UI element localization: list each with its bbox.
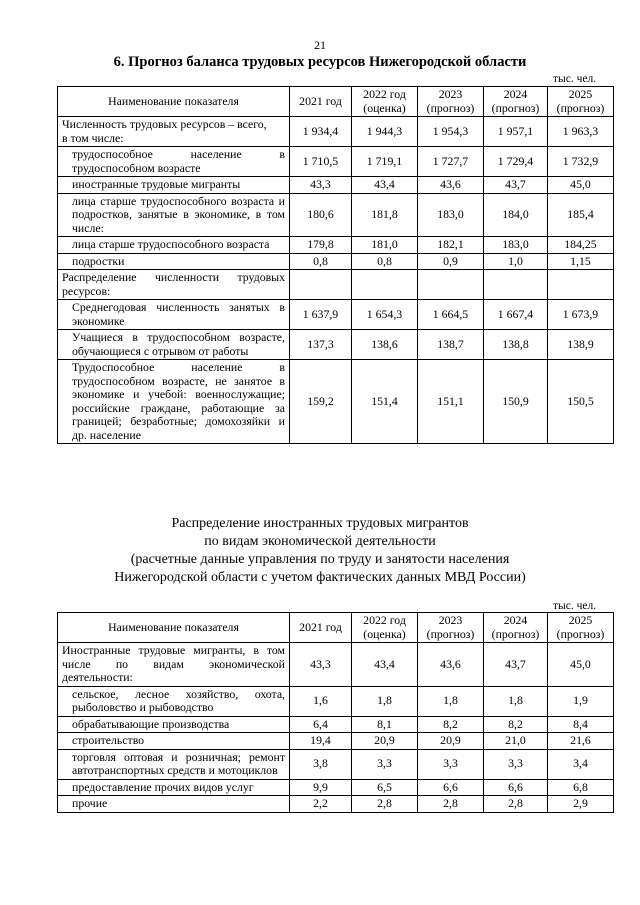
section2-title (0, 515, 640, 587)
table-row (58, 237, 614, 254)
row-value: 1 710,5 (290, 147, 352, 177)
row-value (484, 270, 548, 300)
row-value: 0,9 (418, 253, 484, 270)
row-value: 183,0 (418, 193, 484, 237)
row-label: подростки (58, 253, 290, 270)
row-label: сельское, лесное хозяйство, охота, рыболовство и рыбоводство (58, 686, 290, 716)
row-label: предоставление прочих видов услуг (58, 779, 290, 796)
row-value: 159,2 (290, 360, 352, 444)
row-value: 1 654,3 (352, 300, 418, 330)
header-2024: 2024 (прогноз) (484, 613, 548, 643)
header-indicator: Наименование показателя (58, 613, 290, 643)
row-value: 43,4 (352, 643, 418, 687)
row-value: 2,8 (352, 796, 418, 813)
row-value: 0,8 (352, 253, 418, 270)
table-header-row (58, 613, 614, 643)
row-label: Распределение численности трудовых ресурсов: (58, 270, 290, 300)
table-row (58, 643, 614, 687)
row-value: 9,9 (290, 779, 352, 796)
row-value: 1 957,1 (484, 117, 548, 147)
row-value: 6,6 (484, 779, 548, 796)
row-value: 6,5 (352, 779, 418, 796)
row-value: 1 667,4 (484, 300, 548, 330)
row-value: 2,9 (548, 796, 614, 813)
row-value: 0,8 (290, 253, 352, 270)
row-value: 179,8 (290, 237, 352, 254)
row-value: 8,2 (418, 716, 484, 733)
row-value: 138,6 (352, 330, 418, 360)
row-value: 1,6 (290, 686, 352, 716)
row-value: 182,1 (418, 237, 484, 254)
row-value: 1,15 (548, 253, 614, 270)
row-value: 1 727,7 (418, 147, 484, 177)
row-label: Численность трудовых ресурсов – всего, в том числе: (58, 117, 290, 147)
row-label: трудоспособное население в трудоспособном возрасте (58, 147, 290, 177)
row-value: 3,3 (418, 749, 484, 779)
row-value (290, 270, 352, 300)
row-value (548, 270, 614, 300)
row-value: 185,4 (548, 193, 614, 237)
section1-unit: тыс. чел. (553, 73, 597, 85)
row-value: 43,4 (352, 177, 418, 194)
row-value (352, 270, 418, 300)
row-value: 43,7 (484, 643, 548, 687)
section2-title-line: Нижегородской области с учетом фактических данных МВД России) (114, 570, 526, 585)
row-value: 2,8 (418, 796, 484, 813)
row-label: Иностранные трудовые мигранты, в том числе по видам экономической деятельности: (58, 643, 290, 687)
table-row (58, 147, 614, 177)
row-value: 1 719,1 (352, 147, 418, 177)
table-row (58, 253, 614, 270)
row-value: 1 673,9 (548, 300, 614, 330)
row-value: 43,6 (418, 177, 484, 194)
row-value: 1 954,3 (418, 117, 484, 147)
row-value: 6,6 (418, 779, 484, 796)
row-label: лица старше трудоспособного возраста и подростков, занятые в экономике, в том числе: (58, 193, 290, 237)
section2-unit: тыс. чел. (553, 600, 597, 612)
row-value (418, 270, 484, 300)
row-value: 20,9 (418, 733, 484, 750)
header-2021: 2021 год (290, 87, 352, 117)
row-value: 19,4 (290, 733, 352, 750)
table-row (58, 270, 614, 300)
migrants-table (57, 612, 614, 813)
table-row (58, 796, 614, 813)
row-value: 181,0 (352, 237, 418, 254)
table-row (58, 117, 614, 147)
section1-title: 6. Прогноз баланса трудовых ресурсов Нижегородской области (113, 54, 527, 70)
row-value: 1,8 (418, 686, 484, 716)
row-value: 43,6 (418, 643, 484, 687)
row-value: 8,2 (484, 716, 548, 733)
labor-balance-table (57, 86, 614, 444)
table-row (58, 360, 614, 444)
page-number: 21 (314, 38, 326, 52)
row-value: 184,0 (484, 193, 548, 237)
row-value: 1,0 (484, 253, 548, 270)
row-value: 2,2 (290, 796, 352, 813)
table-row (58, 177, 614, 194)
table-row (58, 686, 614, 716)
row-value: 1 664,5 (418, 300, 484, 330)
row-value: 138,7 (418, 330, 484, 360)
row-value: 138,9 (548, 330, 614, 360)
header-2024: 2024 (прогноз) (484, 87, 548, 117)
row-value: 151,1 (418, 360, 484, 444)
table-row (58, 330, 614, 360)
row-value: 1 963,3 (548, 117, 614, 147)
table-row (58, 300, 614, 330)
section2-title-line: (расчетные данные управления по труду и занятости населения (130, 552, 510, 567)
row-value: 184,25 (548, 237, 614, 254)
row-value: 151,4 (352, 360, 418, 444)
table-row (58, 193, 614, 237)
table-row (58, 733, 614, 750)
row-value: 8,4 (548, 716, 614, 733)
row-value: 6,4 (290, 716, 352, 733)
row-value: 181,8 (352, 193, 418, 237)
row-value: 1 729,4 (484, 147, 548, 177)
row-label: иностранные трудовые мигранты (58, 177, 290, 194)
row-value: 1 637,9 (290, 300, 352, 330)
row-value: 45,0 (548, 643, 614, 687)
row-value: 150,9 (484, 360, 548, 444)
row-value: 1 934,4 (290, 117, 352, 147)
table-row (58, 716, 614, 733)
row-value: 1,8 (352, 686, 418, 716)
row-value: 183,0 (484, 237, 548, 254)
row-value: 20,9 (352, 733, 418, 750)
header-indicator: Наименование показателя (58, 87, 290, 117)
row-value: 180,6 (290, 193, 352, 237)
row-value: 3,4 (548, 749, 614, 779)
row-value: 1 732,9 (548, 147, 614, 177)
table-header-row (58, 87, 614, 117)
header-2023: 2023 (прогноз) (418, 87, 484, 117)
row-value: 150,5 (548, 360, 614, 444)
row-label: Учащиеся в трудоспособном возрасте, обучающиеся с отрывом от работы (58, 330, 290, 360)
row-label: лица старше трудоспособного возраста (58, 237, 290, 254)
row-value: 1,8 (484, 686, 548, 716)
row-value: 137,3 (290, 330, 352, 360)
row-value: 21,6 (548, 733, 614, 750)
row-label: прочие (58, 796, 290, 813)
row-value: 3,8 (290, 749, 352, 779)
row-value: 8,1 (352, 716, 418, 733)
header-2022: 2022 год (оценка) (352, 87, 418, 117)
table-row (58, 749, 614, 779)
row-label: строительство (58, 733, 290, 750)
row-value: 3,3 (352, 749, 418, 779)
row-value: 6,8 (548, 779, 614, 796)
row-value: 2,8 (484, 796, 548, 813)
header-2022: 2022 год (оценка) (352, 613, 418, 643)
row-value: 1,9 (548, 686, 614, 716)
header-2025: 2025 (прогноз) (548, 87, 614, 117)
row-value: 3,3 (484, 749, 548, 779)
row-value: 45,0 (548, 177, 614, 194)
section2-title-line: Распределение иностранных трудовых мигрантов (171, 516, 469, 531)
row-value: 43,7 (484, 177, 548, 194)
row-value: 21,0 (484, 733, 548, 750)
row-value: 138,8 (484, 330, 548, 360)
row-value: 1 944,3 (352, 117, 418, 147)
row-label: торговля оптовая и розничная; ремонт автотранспортных средств и мотоциклов (58, 749, 290, 779)
row-label: Трудоспособное население в трудоспособном возрасте, не занятое в экономике и учебой: военнослужащие; российские граждане, работающие за границей; безработные; домохозяйки и др. население (58, 360, 290, 444)
row-label: обрабатывающие производства (58, 716, 290, 733)
section2-title-line: по видам экономической деятельности (204, 534, 436, 549)
row-value: 43,3 (290, 177, 352, 194)
row-label: Среднегодовая численность занятых в экономике (58, 300, 290, 330)
row-value: 43,3 (290, 643, 352, 687)
header-2021: 2021 год (290, 613, 352, 643)
table-row (58, 779, 614, 796)
header-2023: 2023 (прогноз) (418, 613, 484, 643)
header-2025: 2025 (прогноз) (548, 613, 614, 643)
